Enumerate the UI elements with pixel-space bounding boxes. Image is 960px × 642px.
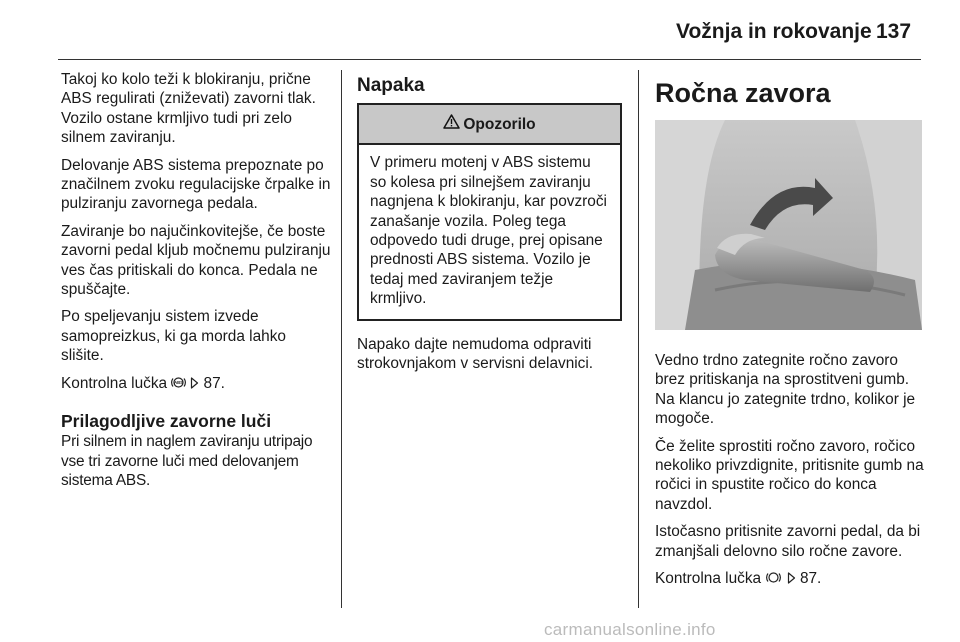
svg-text:ABS: ABS: [174, 379, 184, 385]
warning-header: [359, 105, 620, 145]
paragraph: Napako dajte nemudoma odpraviti strokovnjakom v servisni delavnici.: [357, 335, 594, 373]
subheading: Napaka: [357, 75, 425, 96]
section-title: Vožnja in rokovanje: [676, 20, 872, 43]
watermark: carmanualsonline.info: [544, 620, 716, 639]
paragraph: Takoj ko kolo teži k blokiranju, prične ABS regulirati (zniževati) zavorni tlak. Vozilo ostane krmljivo tudi pri zelo silnem zaviranju.: [61, 71, 316, 147]
paragraph: Vedno trdno zategnite ročno zavoro brez pritiskanja na sprostitveni gumb. Na klancu jo zategnite trdno, kolikor je mogoče.: [655, 352, 916, 428]
column-right: [655, 70, 925, 596]
column-middle: [357, 70, 621, 381]
column-divider: [341, 70, 342, 608]
warning-text: V primeru motenj v ABS sistemu so kolesa pri silnejšem zaviranju nagnjena k blokiranju, kar povzroči zanašanje vozila. Poleg tega odpovedo tudi druge, prej opisane prednosti ABS sistema. Vozilo je tedaj med zaviranjem težje krmljivo.: [370, 154, 607, 308]
page-ref[interactable]: 87.: [203, 374, 225, 392]
paragraph-indicator: [61, 374, 331, 393]
warning-triangle-icon: [443, 114, 463, 134]
page-number: 137: [876, 20, 912, 43]
section-heading: Ročna zavora: [655, 78, 831, 108]
column-divider: [638, 70, 639, 608]
page-header: [0, 0, 960, 60]
subheading: Prilagodljive zavorne luči: [61, 411, 272, 432]
brake-warning-icon: [765, 570, 786, 587]
paragraph: Pri silnem in naglem zaviranju utripajo vse tri zavorne luči med delovanjem sistema ABS.: [61, 433, 313, 489]
page-ref[interactable]: 87.: [799, 570, 822, 588]
warning-box: [357, 103, 622, 320]
paragraph: Zaviranje bo najučinkovitejše, če boste zavorni pedal kljub močnemu pulziranju ves čas pritiskali do konca. Pedala ne spuščajte.: [61, 222, 331, 299]
paragraph-indicator: [655, 569, 925, 588]
handbrake-photo: [655, 120, 922, 330]
page-ref-arrow-icon: [190, 375, 203, 392]
column-left: [61, 70, 331, 498]
indicator-label: Kontrolna lučka: [61, 374, 168, 392]
warning-title: Opozorilo: [463, 115, 536, 133]
indicator-label: Kontrolna lučka: [655, 570, 762, 588]
page-ref-arrow-icon: [787, 570, 800, 587]
paragraph: Delovanje ABS sistema prepoznate po značilnem zvoku regulacijske črpalke in pulziranju zavornega pedala.: [61, 156, 331, 213]
header-rule: [58, 59, 921, 60]
paragraph: Če želite sprostiti ročno zavoro, ročico nekoliko privzdignite, pritisnite gumb na ročici in spustite ročico do konca navzdol.: [655, 437, 924, 513]
abs-warning-icon: [171, 375, 190, 391]
paragraph: Po speljevanju sistem izvede samopreizkus, ki ga morda lahko slišite.: [61, 308, 286, 365]
paragraph: Istočasno pritisnite zavorni pedal, da bi zmanjšali delovno silo ročne zavore.: [655, 523, 921, 560]
